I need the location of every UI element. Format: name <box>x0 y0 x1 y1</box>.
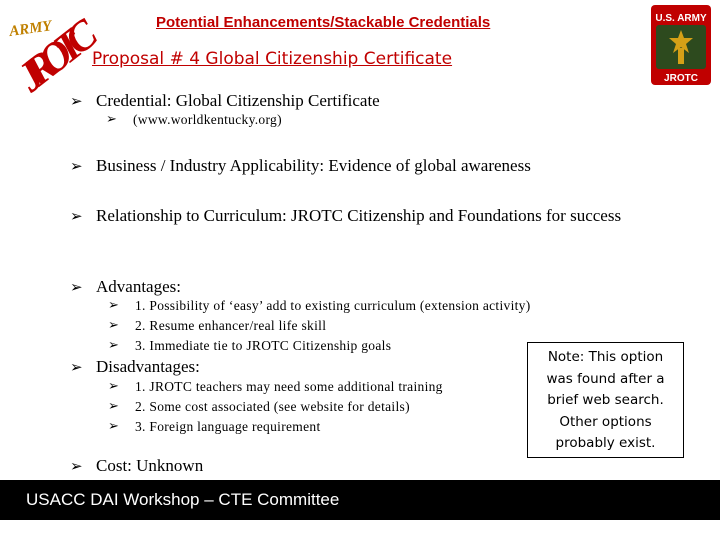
arrow-bullet-icon: ➢ <box>106 112 118 127</box>
arrow-bullet-icon: ➢ <box>108 298 120 313</box>
note-line: was found after a <box>546 370 665 387</box>
bullet-relationship <box>70 205 670 227</box>
note-line: Other options <box>559 413 652 430</box>
footer-text: USACC DAI Workshop – CTE Committee <box>26 490 340 509</box>
note-line: brief web search. <box>547 392 664 408</box>
arrow-bullet-icon: ➢ <box>70 278 83 296</box>
arrow-bullet-icon: ➢ <box>70 157 83 175</box>
arrow-bullet-icon: ➢ <box>70 207 83 225</box>
arrow-bullet-icon: ➢ <box>108 338 120 353</box>
bullet-disadvantages <box>70 356 370 378</box>
arrow-bullet-icon: ➢ <box>108 318 120 333</box>
disadvantages-heading: Disadvantages: <box>96 357 200 376</box>
credential-url: (www.worldkentucky.org) <box>133 112 282 127</box>
svg-text:U.S. ARMY: U.S. ARMY <box>655 13 707 24</box>
advantages-item: ➢ 3. Immediate tie to JROTC Citizenship goals <box>108 336 391 356</box>
credential-text: Credential: Global Citizenship Certificate <box>96 91 380 110</box>
advantages-heading: Advantages: <box>96 277 181 296</box>
bullet-business <box>70 155 690 177</box>
svg-text:JROTC: JROTC <box>9 10 107 102</box>
bullet-credential <box>70 90 670 112</box>
disadvantages-item: ➢ 2. Some cost associated (see website for details) <box>108 397 410 417</box>
advantages-item: ➢ 2. Resume enhancer/real life skill <box>108 316 326 336</box>
arrow-bullet-icon: ➢ <box>70 457 83 475</box>
note-line: probably exist. <box>555 435 656 451</box>
arrow-bullet-icon: ➢ <box>70 358 83 376</box>
arrow-bullet-icon: ➢ <box>108 419 120 434</box>
note-line: Note: This option <box>547 349 664 365</box>
svg-text:ARMY: ARMY <box>8 18 53 40</box>
footer-bar <box>0 480 720 520</box>
arrow-bullet-icon: ➢ <box>108 399 120 414</box>
cost-text: Cost: Unknown <box>96 456 204 475</box>
business-text: Business / Industry Applicability: Evidence of global awareness <box>96 156 531 175</box>
jrotc-logo-left <box>6 4 107 102</box>
credential-sub <box>106 110 282 130</box>
disadvantages-item: ➢ 3. Foreign language requirement <box>108 417 321 437</box>
note-box <box>527 342 684 458</box>
arrow-bullet-icon: ➢ <box>70 92 83 110</box>
bullet-advantages <box>70 276 370 298</box>
bullet-cost <box>70 455 370 477</box>
proposal-subtitle: Proposal # 4 Global Citizenship Certificate <box>92 49 453 69</box>
svg-text:JROTC: JROTC <box>664 73 698 84</box>
page-title: Potential Enhancements/Stackable Credentials <box>156 14 491 31</box>
relationship-text: Relationship to Curriculum: JROTC Citizenship and Foundations for success <box>96 206 622 225</box>
arrow-bullet-icon: ➢ <box>108 379 120 394</box>
us-army-jrotc-badge <box>650 4 712 86</box>
disadvantages-item: ➢ 1. JROTC teachers may need some additional training <box>108 377 443 397</box>
advantages-item: ➢ 1. Possibility of ‘easy’ add to existing curriculum (extension activity) <box>108 296 531 316</box>
